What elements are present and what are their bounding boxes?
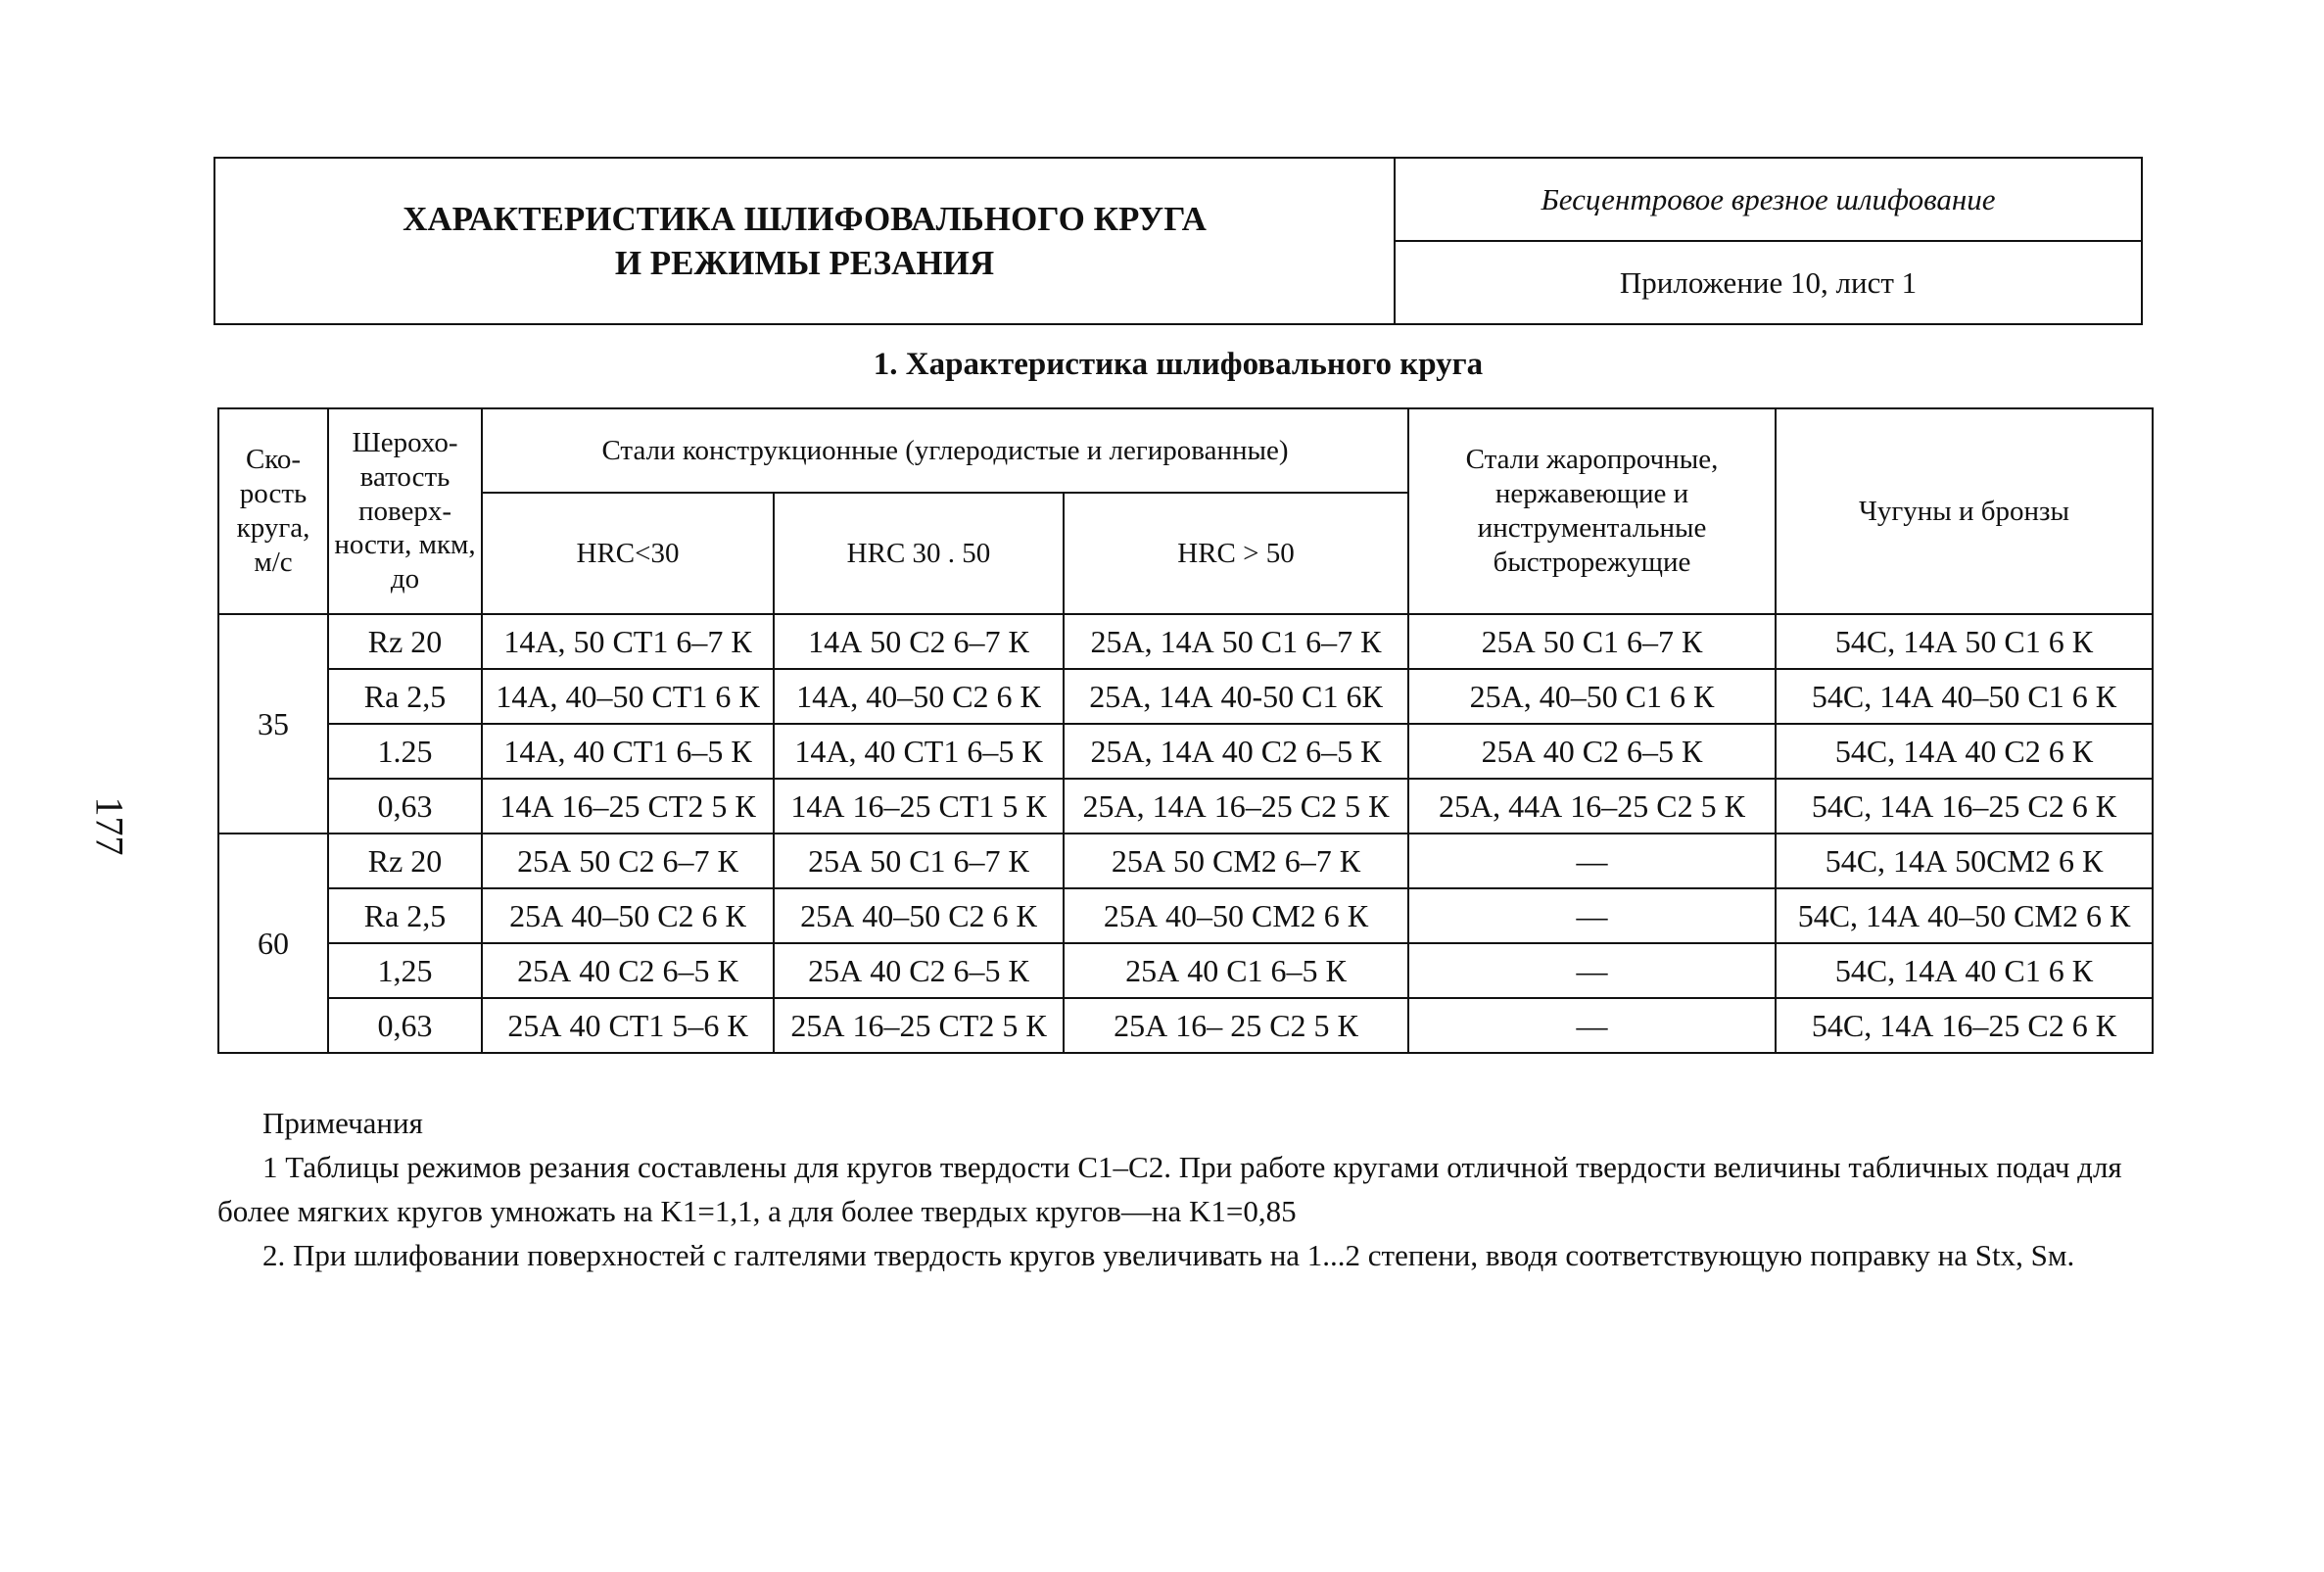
- cell-hrc-above-50: 25А, 14А 40 С2 6–5 К: [1064, 724, 1408, 779]
- notes-heading: Примечания: [262, 1106, 423, 1140]
- cell-hrc-below-30: 25А 40 СТ1 5–6 К: [482, 998, 774, 1053]
- appendix-label: Приложение 10, лист 1: [1619, 264, 1918, 300]
- table-row: [218, 998, 2153, 1053]
- cell-hrc-30-50: 25А 40 С2 6–5 К: [774, 943, 1064, 998]
- table-row: [218, 888, 2153, 943]
- cell-heat-resistant: —: [1408, 888, 1776, 943]
- cell-roughness: 0,63: [328, 779, 482, 834]
- cell-roughness: Rz 20: [328, 614, 482, 669]
- cell-hrc-below-30: 14А 16–25 СТ2 5 К: [482, 779, 774, 834]
- cell-heat-resistant: 25А 50 С1 6–7 К: [1408, 614, 1776, 669]
- cell-hrc-above-50: 25А, 14А 16–25 С2 5 К: [1064, 779, 1408, 834]
- cell-roughness: 1,25: [328, 943, 482, 998]
- cell-hrc-below-30: 14А, 50 СТ1 6–7 К: [482, 614, 774, 669]
- cell-hrc-above-50: 25А 40–50 СМ2 6 К: [1064, 888, 1408, 943]
- cell-hrc-30-50: 25А 40–50 С2 6 К: [774, 888, 1064, 943]
- cell-hrc-above-50: 25А 16– 25 С2 5 К: [1064, 998, 1408, 1053]
- cell-heat-resistant: —: [1408, 834, 1776, 888]
- cell-cast-iron-bronze: 54С, 14А 16–25 С2 6 К: [1776, 998, 2153, 1053]
- header-roughness: Шерохо-ватость поверх-ности, мкм, до: [328, 408, 482, 614]
- table-body: [218, 614, 2153, 1053]
- header-cast-iron-bronze: Чугуны и бронзы: [1776, 408, 2153, 614]
- cell-hrc-above-50: 25А 50 СМ2 6–7 К: [1064, 834, 1408, 888]
- cell-hrc-above-50: 25А, 14А 50 С1 6–7 К: [1064, 614, 1408, 669]
- cell-speed: 60: [218, 834, 328, 1053]
- header-meta: [1396, 159, 2141, 323]
- notes: [217, 1102, 2157, 1278]
- table-row: [218, 834, 2153, 888]
- cell-roughness: 1.25: [328, 724, 482, 779]
- grinding-wheel-table: [217, 407, 2154, 1054]
- cell-hrc-below-30: 25А 50 С2 6–7 К: [482, 834, 774, 888]
- page-number: 177: [87, 796, 132, 856]
- operation-name: Бесцентровое врезное шлифование: [1396, 159, 2141, 242]
- cell-hrc-30-50: 25А 16–25 СТ2 5 К: [774, 998, 1064, 1053]
- cell-hrc-30-50: 14А, 40–50 С2 6 К: [774, 669, 1064, 724]
- table-row: [218, 669, 2153, 724]
- table-row: [218, 724, 2153, 779]
- table-row: [218, 614, 2153, 669]
- cell-hrc-below-30: 25А 40–50 С2 6 К: [482, 888, 774, 943]
- cell-cast-iron-bronze: 54С, 14А 40 С2 6 К: [1776, 724, 2153, 779]
- cell-cast-iron-bronze: 54С, 14А 40 С1 6 К: [1776, 943, 2153, 998]
- cell-hrc-above-50: 25А 40 С1 6–5 К: [1064, 943, 1408, 998]
- table-row: [218, 779, 2153, 834]
- header-structural-steel: Стали конструкционные (углеродистые и легированные): [482, 408, 1408, 493]
- cell-roughness: Ra 2,5: [328, 888, 482, 943]
- header-hrc-above-50: HRC > 50: [1064, 493, 1408, 614]
- title-line-1: ХАРАКТЕРИСТИКА ШЛИФОВАЛЬНОГО КРУГА: [403, 199, 1207, 238]
- section-title: 1. Характеристика шлифовального круга: [873, 347, 1484, 382]
- cell-hrc-30-50: 14А 16–25 СТ1 5 К: [774, 779, 1064, 834]
- cell-hrc-below-30: 14А, 40 СТ1 6–5 К: [482, 724, 774, 779]
- cell-cast-iron-bronze: 54С, 14А 40–50 С1 6 К: [1776, 669, 2153, 724]
- cell-heat-resistant: —: [1408, 943, 1776, 998]
- cell-roughness: Rz 20: [328, 834, 482, 888]
- cell-heat-resistant: 25А 40 С2 6–5 К: [1408, 724, 1776, 779]
- title-line-2: И РЕЖИМЫ РЕЗАНИЯ: [614, 244, 995, 282]
- cell-heat-resistant: 25А, 40–50 С1 6 К: [1408, 669, 1776, 724]
- cell-hrc-above-50: 25А, 14А 40-50 С1 6К: [1064, 669, 1408, 724]
- cell-cast-iron-bronze: 54С, 14А 50СМ2 6 К: [1776, 834, 2153, 888]
- cell-roughness: Ra 2,5: [328, 669, 482, 724]
- cell-hrc-30-50: 14А 50 С2 6–7 К: [774, 614, 1064, 669]
- cell-heat-resistant: —: [1408, 998, 1776, 1053]
- cell-cast-iron-bronze: 54С, 14А 16–25 С2 6 К: [1776, 779, 2153, 834]
- cell-hrc-below-30: 25А 40 С2 6–5 К: [482, 943, 774, 998]
- cell-hrc-below-30: 14А, 40–50 СТ1 6 К: [482, 669, 774, 724]
- cell-hrc-30-50: 14А, 40 СТ1 6–5 К: [774, 724, 1064, 779]
- cell-cast-iron-bronze: 54С, 14А 50 С1 6 К: [1776, 614, 2153, 669]
- note-1: 1 Таблицы режимов резания составлены для кругов твердости С1–С2. При работе кругами отличной твердости величины табличных подач для более мягких кругов умножать на K1=1,1, а для более твердых кругов—на K1=0,85: [217, 1149, 2122, 1228]
- header-hrc-30-50: HRC 30 . 50: [774, 493, 1064, 614]
- header-heat-resistant-steel: Стали жаропрочные, нержавеющие и инструментальные быстрорежущие: [1408, 408, 1776, 614]
- cell-heat-resistant: 25А, 44А 16–25 С2 5 К: [1408, 779, 1776, 834]
- table-row: [218, 943, 2153, 998]
- header-box: [213, 157, 2143, 325]
- document-title: [215, 159, 1396, 323]
- header-hrc-below-30: HRC<30: [482, 493, 774, 614]
- cell-roughness: 0,63: [328, 998, 482, 1053]
- cell-speed: 35: [218, 614, 328, 834]
- note-2: 2. При шлифовании поверхностей с галтелями твердость кругов увеличивать на 1...2 степени, вводя соответствующую поправку на Stx, Sм.: [262, 1237, 2075, 1272]
- cell-hrc-30-50: 25А 50 С1 6–7 К: [774, 834, 1064, 888]
- header-speed: Ско-рость круга, м/с: [218, 408, 328, 614]
- cell-cast-iron-bronze: 54С, 14А 40–50 СМ2 6 К: [1776, 888, 2153, 943]
